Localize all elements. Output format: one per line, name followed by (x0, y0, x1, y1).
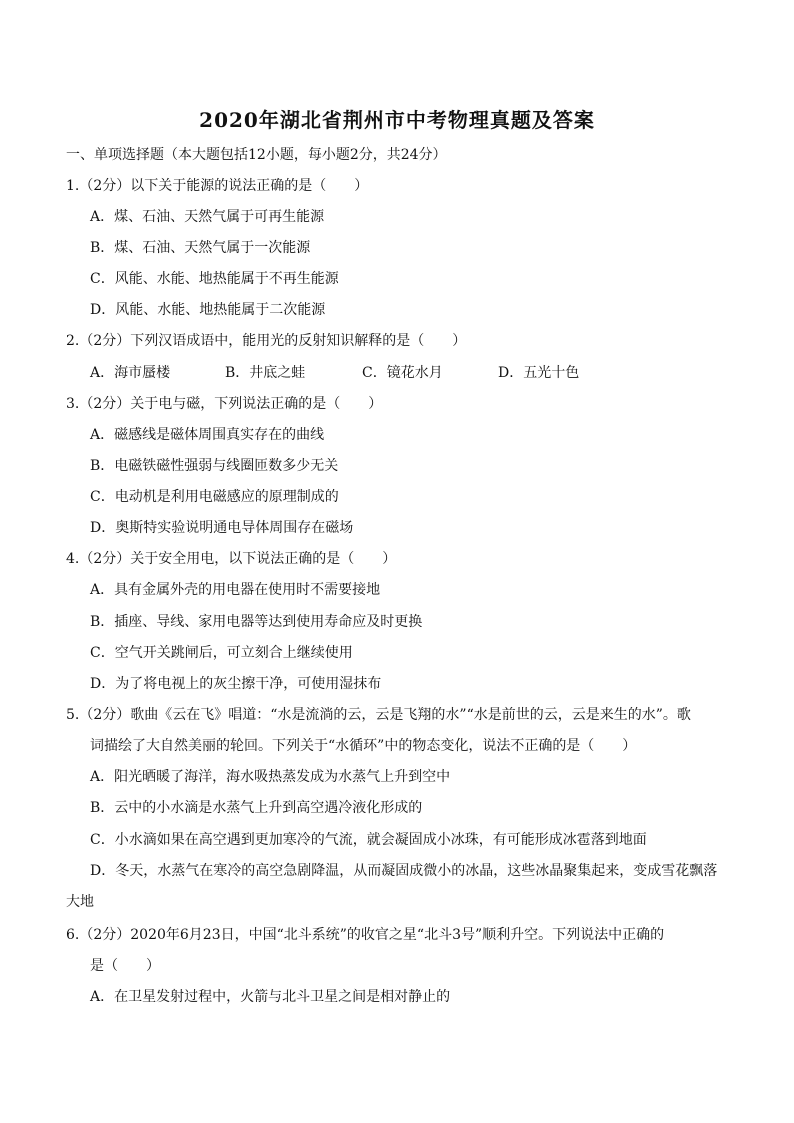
question-1-stem: 1.（2分）以下关于能源的说法正确的是（ ） (66, 178, 369, 194)
question-6-stem: 6.（2分）2020年6月23日，中国“北斗系统”的收官之星“北斗3号”顺利升空。下列说法中正确的 (66, 927, 665, 943)
question-6-option-a: A．在卫星发射过程中，火箭与北斗卫星之间是相对静止的 (90, 989, 451, 1005)
section-heading: 一、单项选择题（本大题包括12小题，每小题2分，共24分） (66, 147, 447, 163)
question-2-options (90, 363, 730, 383)
question-2-option-c: C．镜花水月 (362, 365, 443, 381)
question-4-option-b: B．插座、导线、家用电器等达到使用寿命应及时更换 (90, 614, 423, 630)
question-4-option-c: C．空气开关跳闸后，可立刻合上继续使用 (90, 645, 353, 661)
question-2-option-b: B．井底之蛙 (225, 365, 306, 381)
question-6-stem-continued: 是（ ） (90, 958, 160, 974)
question-1-option-c: C．风能、水能、地热能属于不再生能源 (90, 271, 339, 287)
question-5-option-d: D．冬天，水蒸气在寒冷的高空急剧降温，从而凝固成微小的冰晶，这些冰晶聚集起来，变成雪花飘落 (90, 863, 718, 879)
question-3-option-d: D．奥斯特实验说明通电导体周围存在磁场 (90, 520, 354, 536)
document-title: 2020年湖北省荆州市中考物理真题及答案 (199, 108, 595, 132)
question-3-option-a: A．磁感线是磁体周围真实存在的曲线 (90, 427, 325, 443)
question-4-stem: 4.（2分）关于安全用电，以下说法正确的是（ ） (66, 551, 397, 567)
question-1-option-a: A．煤、石油、天然气属于可再生能源 (90, 209, 325, 225)
question-3-option-b: B．电磁铁磁性强弱与线圈匝数多少无关 (90, 458, 339, 474)
question-4-option-a: A．具有金属外壳的用电器在使用时不需要接地 (90, 582, 381, 598)
question-1-option-d: D．风能、水能、地热能属于二次能源 (90, 302, 326, 318)
question-2-option-a: A．海市蜃楼 (90, 365, 171, 381)
question-5-option-a: A．阳光晒暖了海洋，海水吸热蒸发成为水蒸气上升到空中 (90, 769, 451, 785)
question-4-option-d: D．为了将电视上的灰尘擦干净，可使用湿抹布 (90, 676, 382, 692)
question-1-option-b: B．煤、石油、天然气属于一次能源 (90, 240, 311, 256)
question-2-stem: 2.（2分）下列汉语成语中，能用光的反射知识解释的是（ ） (66, 333, 467, 349)
question-5-stem: 5.（2分）歌曲《云在飞》唱道：“水是流淌的云，云是飞翔的水”“水是前世的云，云是来生的水”。歌 (66, 707, 691, 723)
question-5-option-b: B．云中的小水滴是水蒸气上升到高空遇冷液化形成的 (90, 800, 423, 816)
question-5-option-c: C．小水滴如果在高空遇到更加寒冷的气流，就会凝固成小冰珠，有可能形成冰雹落到地面 (90, 832, 647, 848)
question-2-option-d: D．五光十色 (498, 365, 580, 381)
question-3-stem: 3.（2分）关于电与磁，下列说法正确的是（ ） (66, 396, 383, 412)
question-3-option-c: C．电动机是利用电磁感应的原理制成的 (90, 489, 339, 505)
question-5-stem-continued: 词描绘了大自然美丽的轮回。下列关于“水循环”中的物态变化，说法不正确的是（ ） (90, 738, 637, 754)
question-5-option-d-continued: 大地 (66, 894, 94, 910)
